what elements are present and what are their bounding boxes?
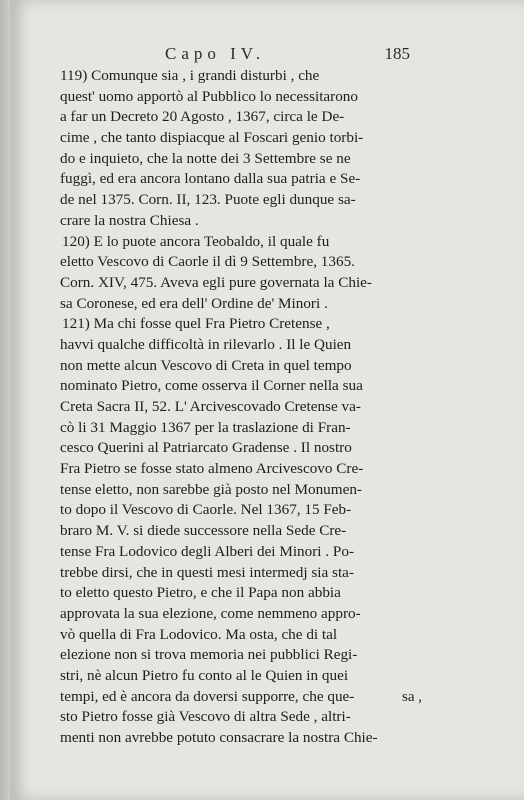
text-line: sto Pietro fosse già Vescovo di altra Sede , altri- <box>60 708 351 726</box>
text-line: stri, nè alcun Pietro fu conto al le Quien in quei <box>60 666 349 684</box>
text-line: quest' uomo apportò al Pubblico lo necessitarono <box>60 87 358 105</box>
text-line: non mette alcun Vescovo di Creta in quel tempo <box>60 356 352 374</box>
page-number: 185 <box>384 44 410 63</box>
text-line: eletto Vescovo di Caorle il dì 9 Settembre, 1365. <box>60 253 355 271</box>
text-line: trebbe dirsi, che in questi mesi intermedj sia sta- <box>60 563 354 581</box>
text-line: de nel 1375. Corn. II, 123. Puote egli dunque sa- <box>60 191 356 209</box>
text-line: a far un Decreto 20 Agosto , 1367, circa le De- <box>60 108 345 126</box>
text-line: 120) E lo puote ancora Teobaldo, il quale fu <box>62 232 330 250</box>
text-line: vò quella di Fra Lodovico. Ma osta, che di tal <box>60 625 338 643</box>
text-line: cesco Querini al Patriarcato Gradense . Il nostro <box>60 439 352 457</box>
book-gutter <box>0 0 10 800</box>
book-page <box>10 0 524 800</box>
text-line: tense Fra Lodovico degli Alberi dei Minori . Po- <box>60 542 354 560</box>
body-text <box>60 66 475 749</box>
text-line: cò li 31 Maggio 1367 per la traslazione di Fran- <box>60 418 351 436</box>
text-line: approvata la sua elezione, come nemmeno appro- <box>60 604 361 622</box>
text-line: crare la nostra Chiesa . <box>60 211 199 229</box>
text-line: sa Coronese, ed era dell' Ordine de' Minori . <box>60 294 328 312</box>
text-line: menti non avrebbe potuto consacrare la nostra Chie- <box>60 729 378 746</box>
text-line: 121) Ma chi fosse quel Fra Pietro Cretense , <box>62 315 330 333</box>
running-head: Capo IV. <box>165 44 266 63</box>
page-header <box>165 44 410 66</box>
text-line: tempi, ed è ancora da doversi supporre, che que- <box>60 687 355 705</box>
text-line: cime , che tanto dispiacque al Foscari genio torbi- <box>60 129 364 147</box>
text-line: Corn. XIV, 475. Aveva egli pure governata la Chie- <box>60 273 372 291</box>
text-line: do e inquieto, che la notte dei 3 Settembre se ne <box>60 149 351 167</box>
text-line: nominato Pietro, come osserva il Corner nella sua <box>60 377 363 395</box>
text-line: havvi qualche difficoltà in rilevarlo . Il le Quien <box>60 335 352 353</box>
text-line: to dopo il Vescovo di Caorle. Nel 1367, 15 Feb- <box>60 501 352 519</box>
text-line: Fra Pietro se fosse stato almeno Arcivescovo Cre- <box>60 460 364 478</box>
text-line: braro M. V. si diede successore nella Sede Cre- <box>60 522 347 540</box>
text-line: fuggì, ed era ancora lontano dalla sua patria e Se- <box>60 170 361 188</box>
text-line: to eletto questo Pietro, e che il Papa non abbia <box>60 584 341 602</box>
text-line: tense eletto, non sarebbe già posto nel Monumen- <box>60 480 362 498</box>
text-line: 119) Comunque sia , i grandi disturbi , che <box>60 67 320 84</box>
catchword: sa , <box>402 689 422 705</box>
text-line: elezione non si trova memoria nei pubblici Regi- <box>60 646 358 664</box>
text-line: Creta Sacra II, 52. L' Arcivescovado Cretense va- <box>60 398 361 415</box>
